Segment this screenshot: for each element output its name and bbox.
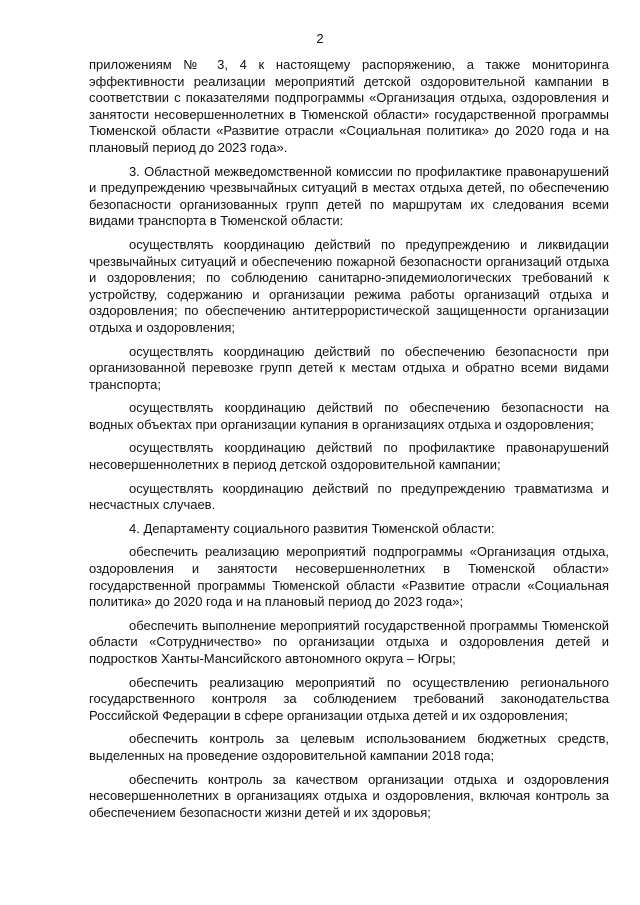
document-body [89, 57, 609, 821]
paragraph-10: обеспечить выполнение мероприятий государственной программы Тюменской области «Сотрудничество» по организации отдыха и оздоровления детей и подростков Ханты-Мансийского автономного округа – Югры; [89, 617, 609, 666]
paragraph-2: 3. Областной межведомственной комиссии по профилактике правонарушений и предупреждению чрезвычайных ситуаций в местах отдыха детей, по обеспечению безопасности организованных групп детей по маршрутам их следования всеми видами транспорта в Тюменской области: [89, 163, 609, 229]
page-number: 2 [316, 31, 324, 46]
paragraph-6: осуществлять координацию действий по профилактике правонарушений несовершеннолетних в период детской оздоровительной кампании; [89, 440, 609, 473]
paragraph-1: приложениям № 3, 4 к настоящему распоряжению, а также мониторинга эффективности реализации мероприятий детской оздоровительной кампании в соответствии с показателями подпрограммы «Организация отдыха, оздоровления и занятости несовершеннолетних в Тюменской области» государственной программы Тюменской области «Развитие отрасли «Социальная политика» до 2020 года и на плановый период до 2023 года». [89, 57, 609, 155]
paragraph-8: 4. Департаменту социального развития Тюменской области: [129, 520, 495, 536]
paragraph-5: осуществлять координацию действий по обеспечению безопасности на водных объектах при организации купания в организациях отдыха и оздоровления; [89, 400, 609, 432]
paragraph-13: обеспечить контроль за качеством организации отдыха и оздоровления несовершеннолетних в организациях отдыха и оздоровления, включая контроль за обеспечением безопасности жизни детей и их здоровья; [89, 771, 609, 820]
paragraph-3: осуществлять координацию действий по предупреждению и ликвидации чрезвычайных ситуаций и обеспечению пожарной безопасности организаций отдыха и оздоровления; по соблюдению санитарно-эпидемиологических требований к устройству, содержанию и организации режима работы организаций отдыха и оздоровления; по обеспечению антитеррористической защищенности организации отдыха и оздоровления; [89, 236, 609, 335]
paragraph-9: обеспечить реализацию мероприятий подпрограммы «Организация отдыха, оздоровления и занятости несовершеннолетних в Тюменской области» государственной программы Тюменской области «Развитие отрасли «Социальная политика» до 2020 года и на плановый период до 2023 года»; [89, 544, 609, 610]
paragraph-4: осуществлять координацию действий по обеспечению безопасности при организованной перевозке групп детей к местам отдыха и обратно всеми видами транспорта; [89, 343, 609, 392]
paragraph-11: обеспечить реализацию мероприятий по осуществлению регионального государственного контроля за соблюдением требований законодательства Российской Федерации в сфере организации отдыха детей и их оздоровления; [89, 674, 609, 723]
paragraph-7: осуществлять координацию действий по предупреждению травматизма и несчастных случаев. [89, 480, 609, 513]
paragraph-12: обеспечить контроль за целевым использованием бюджетных средств, выделенных на проведение оздоровительной кампании 2018 года; [89, 731, 609, 763]
